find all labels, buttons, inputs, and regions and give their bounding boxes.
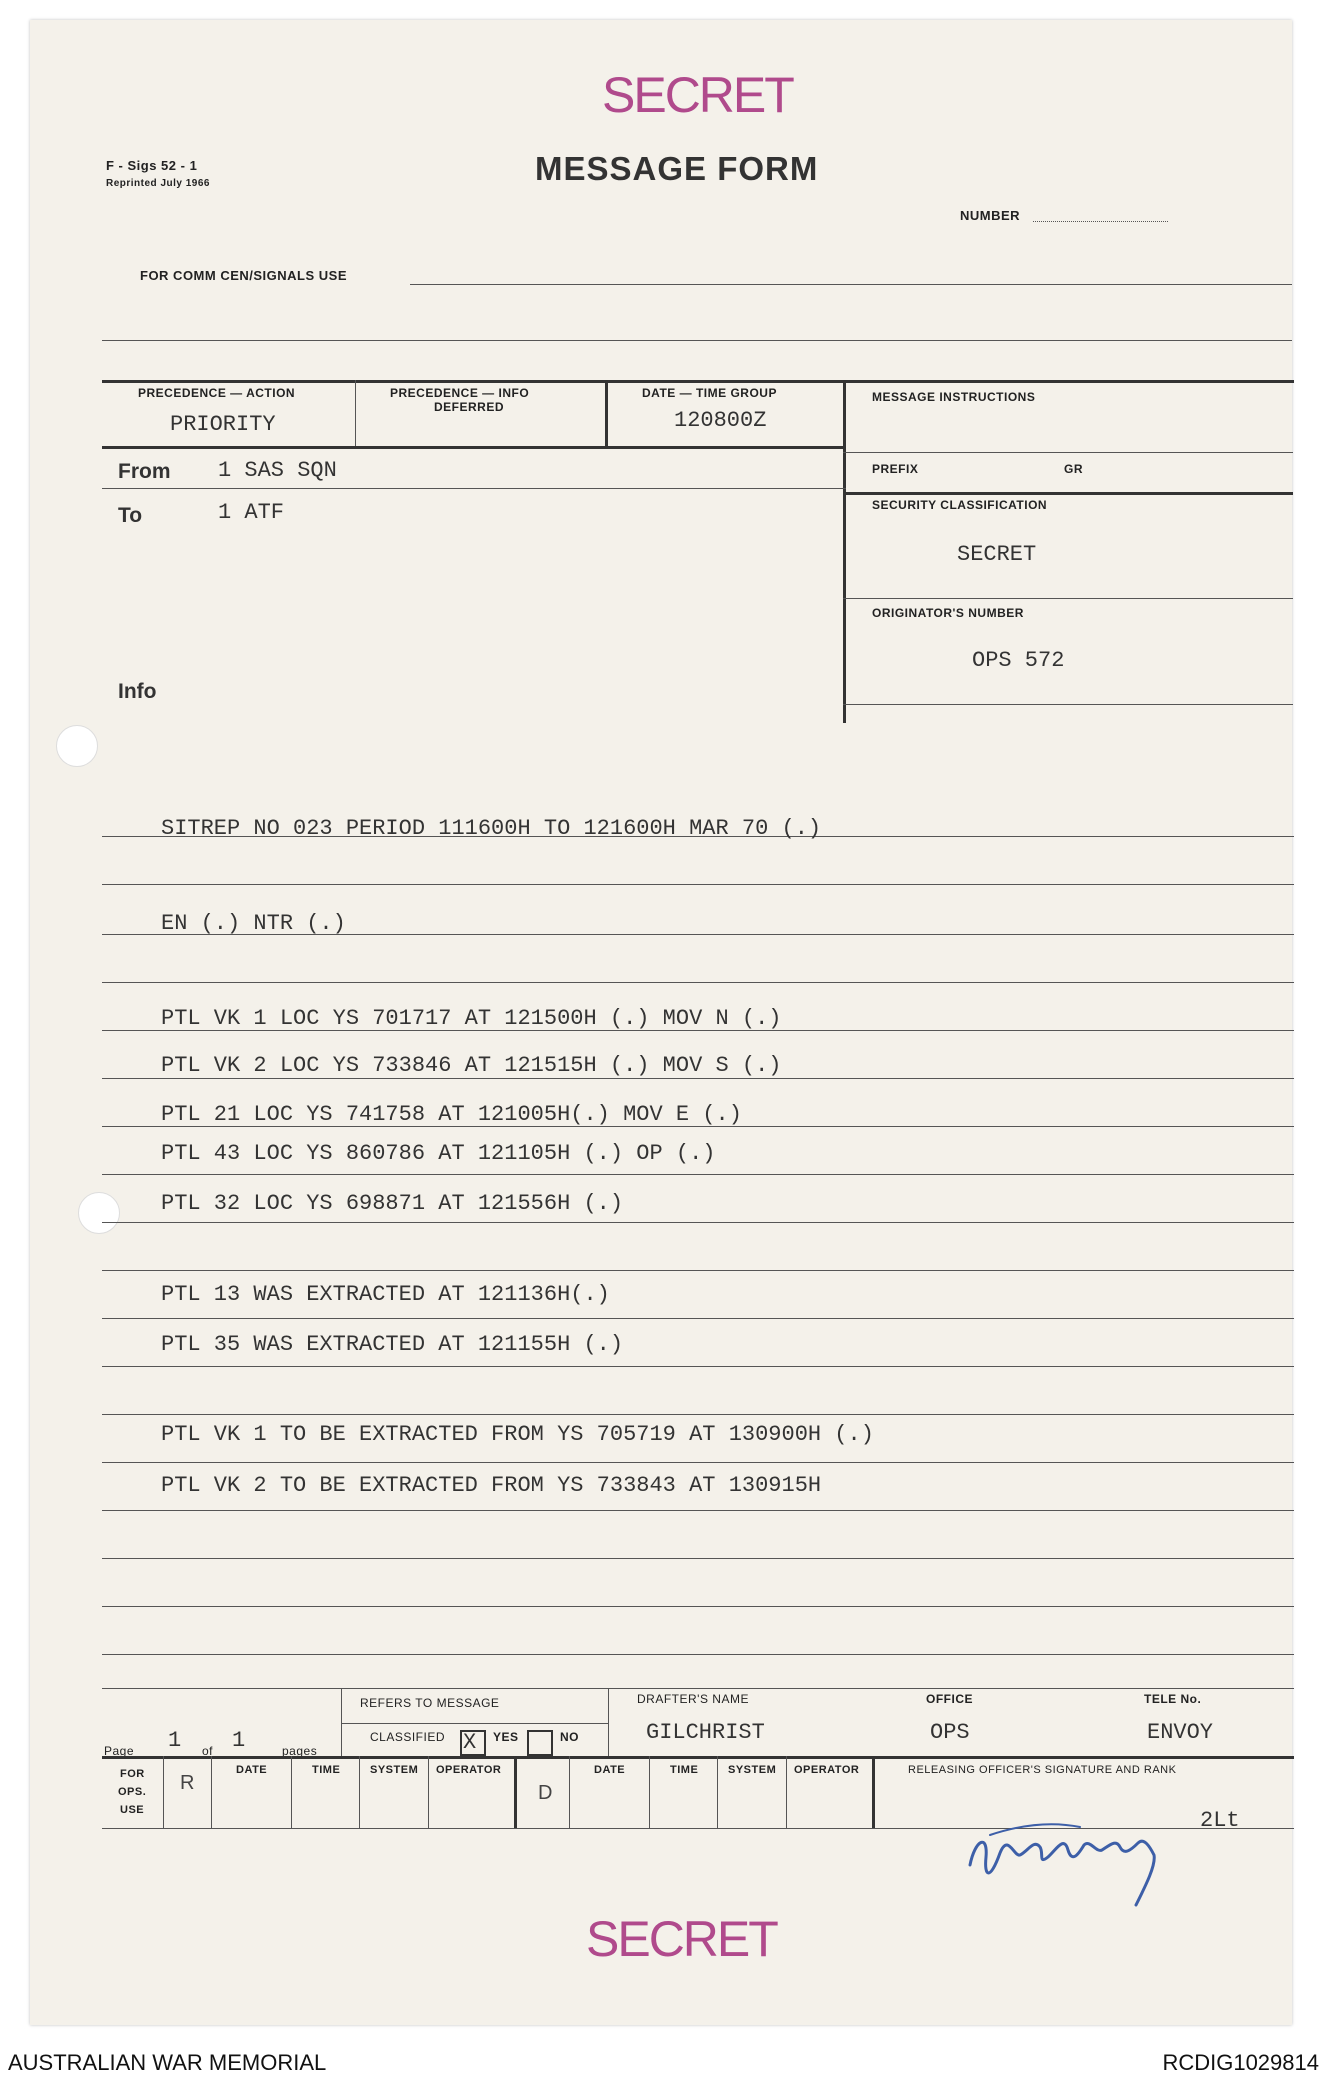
yes-mark: X — [463, 1730, 477, 1755]
message-rule — [102, 1174, 1294, 1175]
deferred-label: DEFERRED — [434, 400, 505, 414]
archive-credit: AUSTRALIAN WAR MEMORIAL — [8, 2050, 327, 2075]
divider — [428, 1756, 429, 1828]
precedence-info-label: PRECEDENCE — INFO — [390, 386, 530, 400]
office-value: OPS — [930, 1720, 970, 1745]
message-rule — [102, 1414, 1294, 1415]
precedence-action-label: PRECEDENCE — ACTION — [138, 386, 296, 400]
message-line: PTL VK 1 TO BE EXTRACTED FROM YS 705719 AT 130900H (.) — [161, 1422, 874, 1447]
number-line — [1033, 221, 1168, 222]
divider — [843, 380, 846, 723]
message-rule — [102, 1606, 1294, 1607]
drafter-label: DRAFTER'S NAME — [637, 1692, 749, 1706]
rule — [843, 598, 1293, 599]
message-rule — [102, 1078, 1294, 1079]
divider — [649, 1756, 650, 1828]
originator-value: OPS 572 — [972, 648, 1065, 673]
punch-hole — [78, 1192, 120, 1234]
r-label: R — [180, 1772, 195, 1794]
message-rule — [102, 1558, 1294, 1559]
message-line: PTL 13 WAS EXTRACTED AT 121136H(.) — [161, 1282, 610, 1307]
message-rule — [102, 1222, 1294, 1223]
message-rule — [102, 1462, 1294, 1463]
of-label: of — [202, 1744, 214, 1758]
rule — [102, 1756, 1294, 1759]
page-label: Page — [104, 1744, 135, 1758]
secret-stamp-bottom: SECRET — [586, 1911, 777, 1967]
message-line: PTL VK 2 LOC YS 733846 AT 121515H (.) MOV S (.) — [161, 1053, 782, 1078]
rule — [341, 1723, 608, 1724]
prefix-label: PREFIX — [872, 462, 919, 476]
footer-top-border — [102, 1688, 1294, 1689]
message-rule — [102, 1318, 1294, 1319]
divider — [211, 1756, 212, 1828]
no-label: NO — [560, 1730, 579, 1744]
tele-label: TELE No. — [1144, 1692, 1202, 1706]
originator-label: ORIGINATOR'S NUMBER — [872, 606, 1024, 620]
to-label: To — [118, 504, 143, 527]
message-instructions-label: MESSAGE INSTRUCTIONS — [872, 390, 1036, 404]
message-line: SITREP NO 023 PERIOD 111600H TO 121600H MAR 70 (.) — [161, 816, 822, 841]
precedence-action-value: PRIORITY — [170, 412, 276, 437]
secret-stamp-top: SECRET — [602, 67, 793, 123]
for-ops-use-label: USE — [120, 1804, 145, 1816]
message-form-sheet — [30, 20, 1292, 2025]
comm-cen-label: FOR COMM CEN/SIGNALS USE — [140, 268, 348, 283]
number-label: NUMBER — [960, 208, 1021, 223]
divider — [605, 380, 608, 447]
d-label: D — [538, 1782, 553, 1804]
rule — [843, 452, 1293, 453]
dtg-value: 120800Z — [674, 408, 767, 433]
operator-label: OPERATOR — [794, 1764, 860, 1776]
rule — [102, 488, 846, 489]
message-line: PTL 35 WAS EXTRACTED AT 121155H (.) — [161, 1332, 624, 1357]
rule — [843, 492, 1293, 495]
message-line: PTL VK 2 TO BE EXTRACTED FROM YS 733843 AT 130915H — [161, 1473, 822, 1498]
message-line: PTL 32 LOC YS 698871 AT 121556H (.) — [161, 1191, 624, 1216]
rank-value: 2Lt — [1200, 1808, 1240, 1833]
rule — [102, 340, 1292, 341]
system-label: SYSTEM — [370, 1764, 419, 1776]
archive-id: RCDIG1029814 — [1162, 2050, 1319, 2075]
form-reprint: Reprinted July 1966 — [106, 178, 210, 189]
refers-label: REFERS TO MESSAGE — [360, 1696, 500, 1710]
form-code: F - Sigs 52 - 1 — [106, 158, 198, 173]
office-label: OFFICE — [926, 1692, 973, 1706]
date-label: DATE — [594, 1764, 626, 1776]
message-line: PTL VK 1 LOC YS 701717 AT 121500H (.) MOV N (.) — [161, 1006, 782, 1031]
officer-signature — [960, 1795, 1190, 1920]
message-rule — [102, 1366, 1294, 1367]
rule — [102, 446, 846, 449]
divider — [569, 1756, 570, 1828]
time-label: TIME — [670, 1764, 699, 1776]
security-label: SECURITY CLASSIFICATION — [872, 498, 1048, 512]
tele-value: ENVOY — [1147, 1720, 1214, 1745]
message-rule — [102, 1654, 1294, 1655]
dtg-label: DATE — TIME GROUP — [642, 386, 777, 400]
divider — [717, 1756, 718, 1828]
for-ops-use-label: FOR — [120, 1768, 145, 1780]
security-value: SECRET — [957, 542, 1037, 567]
divider — [872, 1756, 875, 1828]
rule — [843, 704, 1293, 705]
info-label: Info — [118, 680, 157, 703]
to-value: 1 ATF — [218, 500, 285, 525]
from-label: From — [118, 460, 171, 483]
releasing-officer-label: RELEASING OFFICER'S SIGNATURE AND RANK — [908, 1764, 1177, 1776]
divider — [786, 1756, 787, 1828]
gr-label: GR — [1064, 462, 1083, 476]
form-title: MESSAGE FORM — [535, 150, 819, 187]
message-line: PTL 21 LOC YS 741758 AT 121005H(.) MOV E (.) — [161, 1102, 742, 1127]
message-rule — [102, 982, 1294, 983]
divider — [608, 1688, 609, 1758]
divider — [291, 1756, 292, 1828]
message-rule — [102, 1510, 1294, 1511]
classified-no-checkbox[interactable] — [527, 1730, 553, 1756]
header-top-border — [102, 380, 1294, 383]
drafter-value: GILCHRIST — [646, 1720, 765, 1745]
message-rule — [102, 1270, 1294, 1271]
message-line: PTL 43 LOC YS 860786 AT 121105H (.) OP (.) — [161, 1141, 716, 1166]
comm-cen-line — [410, 284, 1292, 285]
system-label: SYSTEM — [728, 1764, 777, 1776]
page-value: 1 — [168, 1728, 182, 1753]
punch-hole — [56, 725, 98, 767]
divider — [359, 1756, 360, 1828]
pages-value: 1 — [232, 1728, 246, 1753]
message-line: EN (.) NTR (.) — [161, 911, 346, 936]
yes-label: YES — [493, 1730, 519, 1744]
divider — [355, 380, 356, 447]
time-label: TIME — [312, 1764, 341, 1776]
classified-label: CLASSIFIED — [370, 1730, 446, 1744]
pages-label: pages — [282, 1744, 318, 1758]
message-rule — [102, 884, 1294, 885]
divider — [514, 1756, 517, 1828]
from-value: 1 SAS SQN — [218, 458, 337, 483]
divider — [163, 1756, 164, 1828]
for-ops-use-label: OPS. — [118, 1786, 147, 1798]
operator-label: OPERATOR — [436, 1764, 502, 1776]
date-label: DATE — [236, 1764, 268, 1776]
